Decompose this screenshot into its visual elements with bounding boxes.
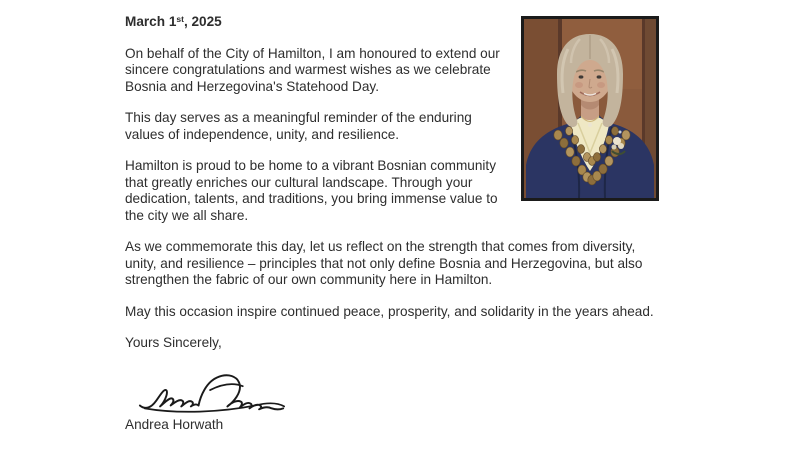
date-prefix: March 1 [125, 14, 177, 29]
paragraph-wish: May this occasion inspire continued peace, prosperity, and solidarity in the years ahead. [125, 303, 654, 319]
portrait-illustration [524, 19, 656, 198]
mayor-portrait-photo [521, 16, 659, 201]
paragraph-greeting: On behalf of the City of Hamilton, I am honoured to extend our sincere congratulations and warmest wishes as we celebrate Bosnia and Herzegovina's Statehood Day. [125, 45, 500, 94]
date-suffix: , 2025 [183, 14, 222, 29]
date-ordinal: st [176, 13, 184, 24]
paragraph-reminder: This day serves as a meaningful reminder of the enduring values of independence, unity, and resilience. [125, 110, 472, 142]
closing-line: Yours Sincerely, [125, 335, 222, 350]
signature-image [133, 367, 672, 417]
paragraph-commemorate: As we commemorate this day, let us reflect on the strength that comes from diversity, unity, and resilience – principles that not only define Bosnia and Herzegovina, but also strengthen the fabric of our own community here in Hamilton. [125, 239, 643, 287]
paragraph-community: Hamilton is proud to be home to a vibrant Bosnian community that greatly enriches our cultural landscape. Through your dedication, talents, and traditions, you bring immense value to the city we all share. [125, 158, 498, 223]
signature-strokes [133, 367, 291, 417]
signer-name: Andrea Horwath [125, 416, 224, 432]
